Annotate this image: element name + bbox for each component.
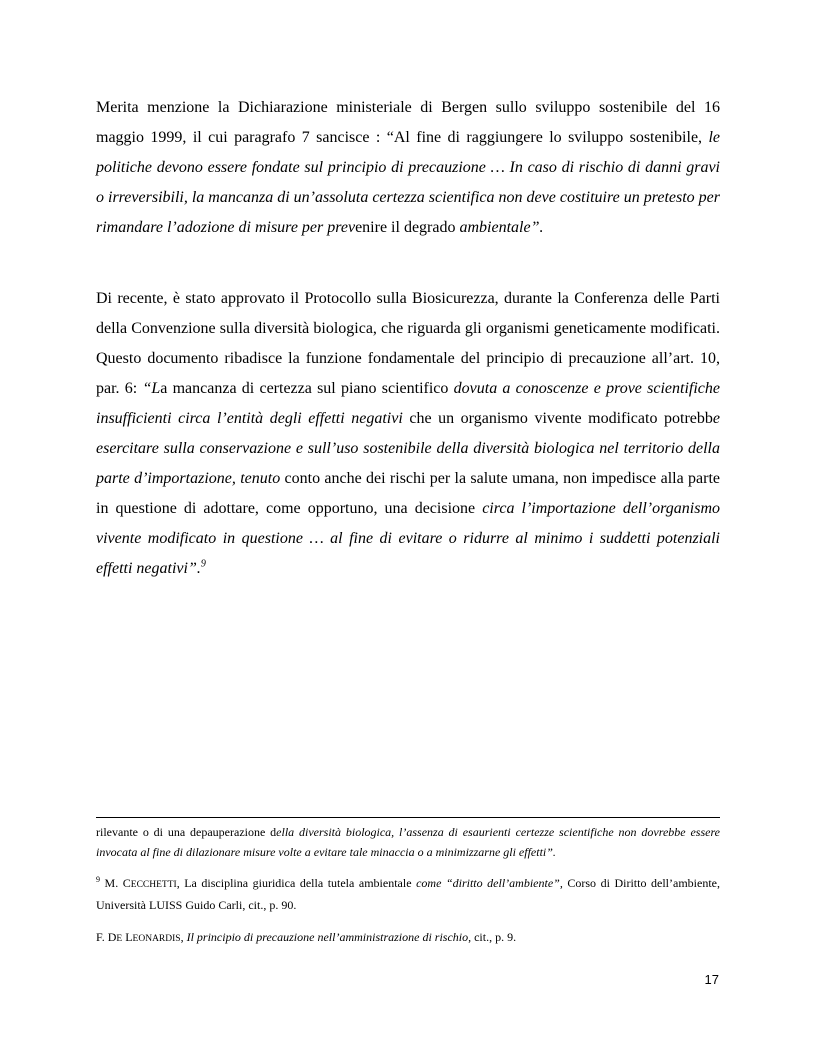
author-initial: M. C	[104, 876, 131, 890]
footnote-9	[96, 873, 720, 915]
page-number: 17	[704, 972, 719, 987]
footnote-continuation	[96, 822, 720, 862]
body-paragraph-biosafety-protocol	[96, 284, 720, 584]
footnote-number: 9	[96, 875, 100, 884]
italic-quote: circa l’importazione dell’organismo vivente modificato in questione … al fine di evitare o ridurre al minimo i suddetti potenziali effetti negativi”.	[96, 500, 720, 577]
text-run: a mancanza di certezza sul piano scientifico	[160, 380, 454, 397]
footnote-separator	[96, 817, 720, 818]
text-run: conto anche dei rischi per la salute umana, non impedisce alla parte in questione di adottare, come opportuno, una decisione	[96, 470, 720, 517]
italic-quote: le politiche devono essere fondate sul principio di precauzione … In caso di rischio di danni gravi o irreversibili, la mancanza di un’assoluta certezza scientifica non deve costituire un pretesto per rimandare l’adozione di misure per prev	[96, 129, 720, 236]
text-run: Merita menzione la Dichiarazione ministeriale di Bergen sullo sviluppo sostenibile del 16 maggio 1999, il cui paragrafo 7 sancisce : “Al fine di raggiungere lo sviluppo sostenibile,	[96, 99, 720, 146]
text-run: , La disciplina giuridica della tutela ambientale	[176, 876, 417, 890]
text-run: , cit., p. 9.	[468, 930, 517, 944]
text-run: ,	[180, 930, 187, 944]
body-paragraph-bergen-declaration	[96, 93, 720, 243]
italic-quote: dovuta a conoscenze e prove scientifiche insufficienti circa l’entità degli effetti negativi	[96, 380, 721, 427]
text-run: enire il degrado	[355, 219, 460, 236]
footnote-reference[interactable]: 9	[200, 558, 206, 570]
italic-title: Il principio di precauzione nell’amministrazione di rischio	[186, 930, 469, 944]
italic-quote: “L	[142, 380, 161, 397]
text-run: che un organismo vivente modificato potrebb	[402, 410, 713, 427]
text-run: rilevante o di una depauperazione d	[96, 825, 277, 839]
footnote-de-leonardis	[96, 927, 720, 949]
author-surname: EONARDIS	[132, 934, 181, 944]
italic-quote: ambientale”.	[459, 219, 544, 236]
text-run: Di recente, è stato approvato il Protocollo sulla Biosicurezza, durante la Conferenza delle Parti della Convenzione sulla diversità biologica, che riguarda gli organismi geneticamente modificati. Questo documento ribadisce la funzione fondamentale del principio di precauzione all’art. 10, par. 6:	[96, 290, 720, 397]
author-initial: F. D	[96, 930, 117, 944]
author-surname-part: E	[116, 934, 123, 944]
author-surname: ECCHETTI	[130, 880, 177, 890]
author-initial: L	[122, 930, 133, 944]
text-run: Corso di Diritto dell’ambiente, Università LUISS Guido Carli, cit., p. 90.	[96, 876, 720, 912]
italic-quote: e esercitare sulla conservazione e sull’uso sostenibile della diversità biologica nel territorio della parte d’importazione, tenuto	[96, 410, 720, 487]
italic-text: ella diversità biologica, l’assenza di esaurienti certezze scientifiche non dovrebbe essere invocata al fine di dilazionare misure volte a evitare tale minaccia o a minimizzarne gli effetti”.	[96, 825, 720, 859]
italic-title: come “diritto dell’ambiente”,	[416, 876, 563, 890]
